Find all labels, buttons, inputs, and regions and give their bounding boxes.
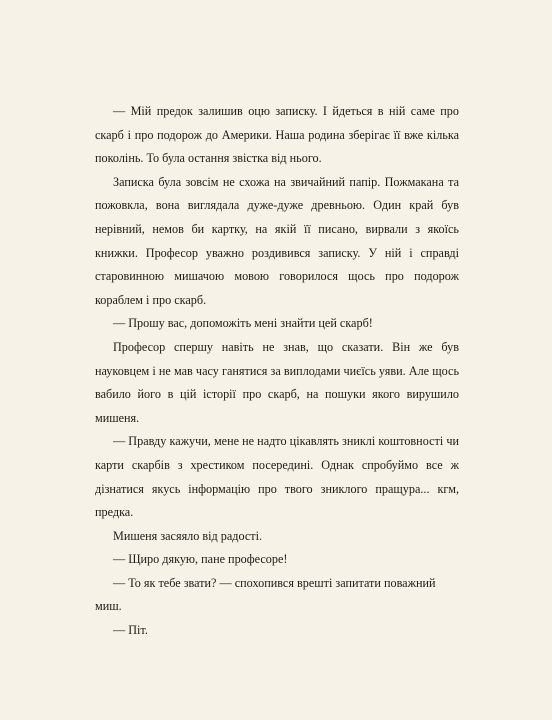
paragraph: — То як тебе звати? — спохопився врешті запитати поважний миш. [95,575,436,614]
paragraph: — Мій предок залишив оцю записку. І йдеться в ній саме про скарб і про подорож до Америки. Наша родина зберігає її вже кілька поколінь. То була остання звістка від нього. [95,104,459,166]
paragraph: Мишеня засяяло від радості. [113,528,263,543]
paragraph: Записка була зовсім не схожа на звичайний папір. Пожмакана та пожовкла, вона виглядала дуже-дуже древньою. Один край був нерівний, немов би картку, на якій її писано, вирвали з якоїсь книжки. Професор уважно роздивився записку. У ній і справді старовинною мишачою мовою говорилося щось про подорож кораблем і про скарб. [95,174,459,307]
paragraph: — Правду кажучи, мене не надто цікавлять зниклі коштовності чи карти скарбів з хрестиком посередині. Однак спробуймо все ж дізнатися якусь інформацію про твого зниклого пращура... кгм, предка. [95,434,459,520]
paragraph: — Щиро дякую, пане професоре! [113,552,288,567]
paragraph: — Прошу вас, допоможіть мені знайти цей скарб! [113,316,373,331]
paragraph: Професор спершу навіть не знав, що сказати. Він же був науковцем і не мав часу ганятися за виплодами чиєїсь уяви. Але щось вабило його в цій історії про скарб, на пошуки якого вирушило мишеня. [95,339,459,425]
body-text [95,100,459,643]
paragraph: — Піт. [113,623,148,638]
